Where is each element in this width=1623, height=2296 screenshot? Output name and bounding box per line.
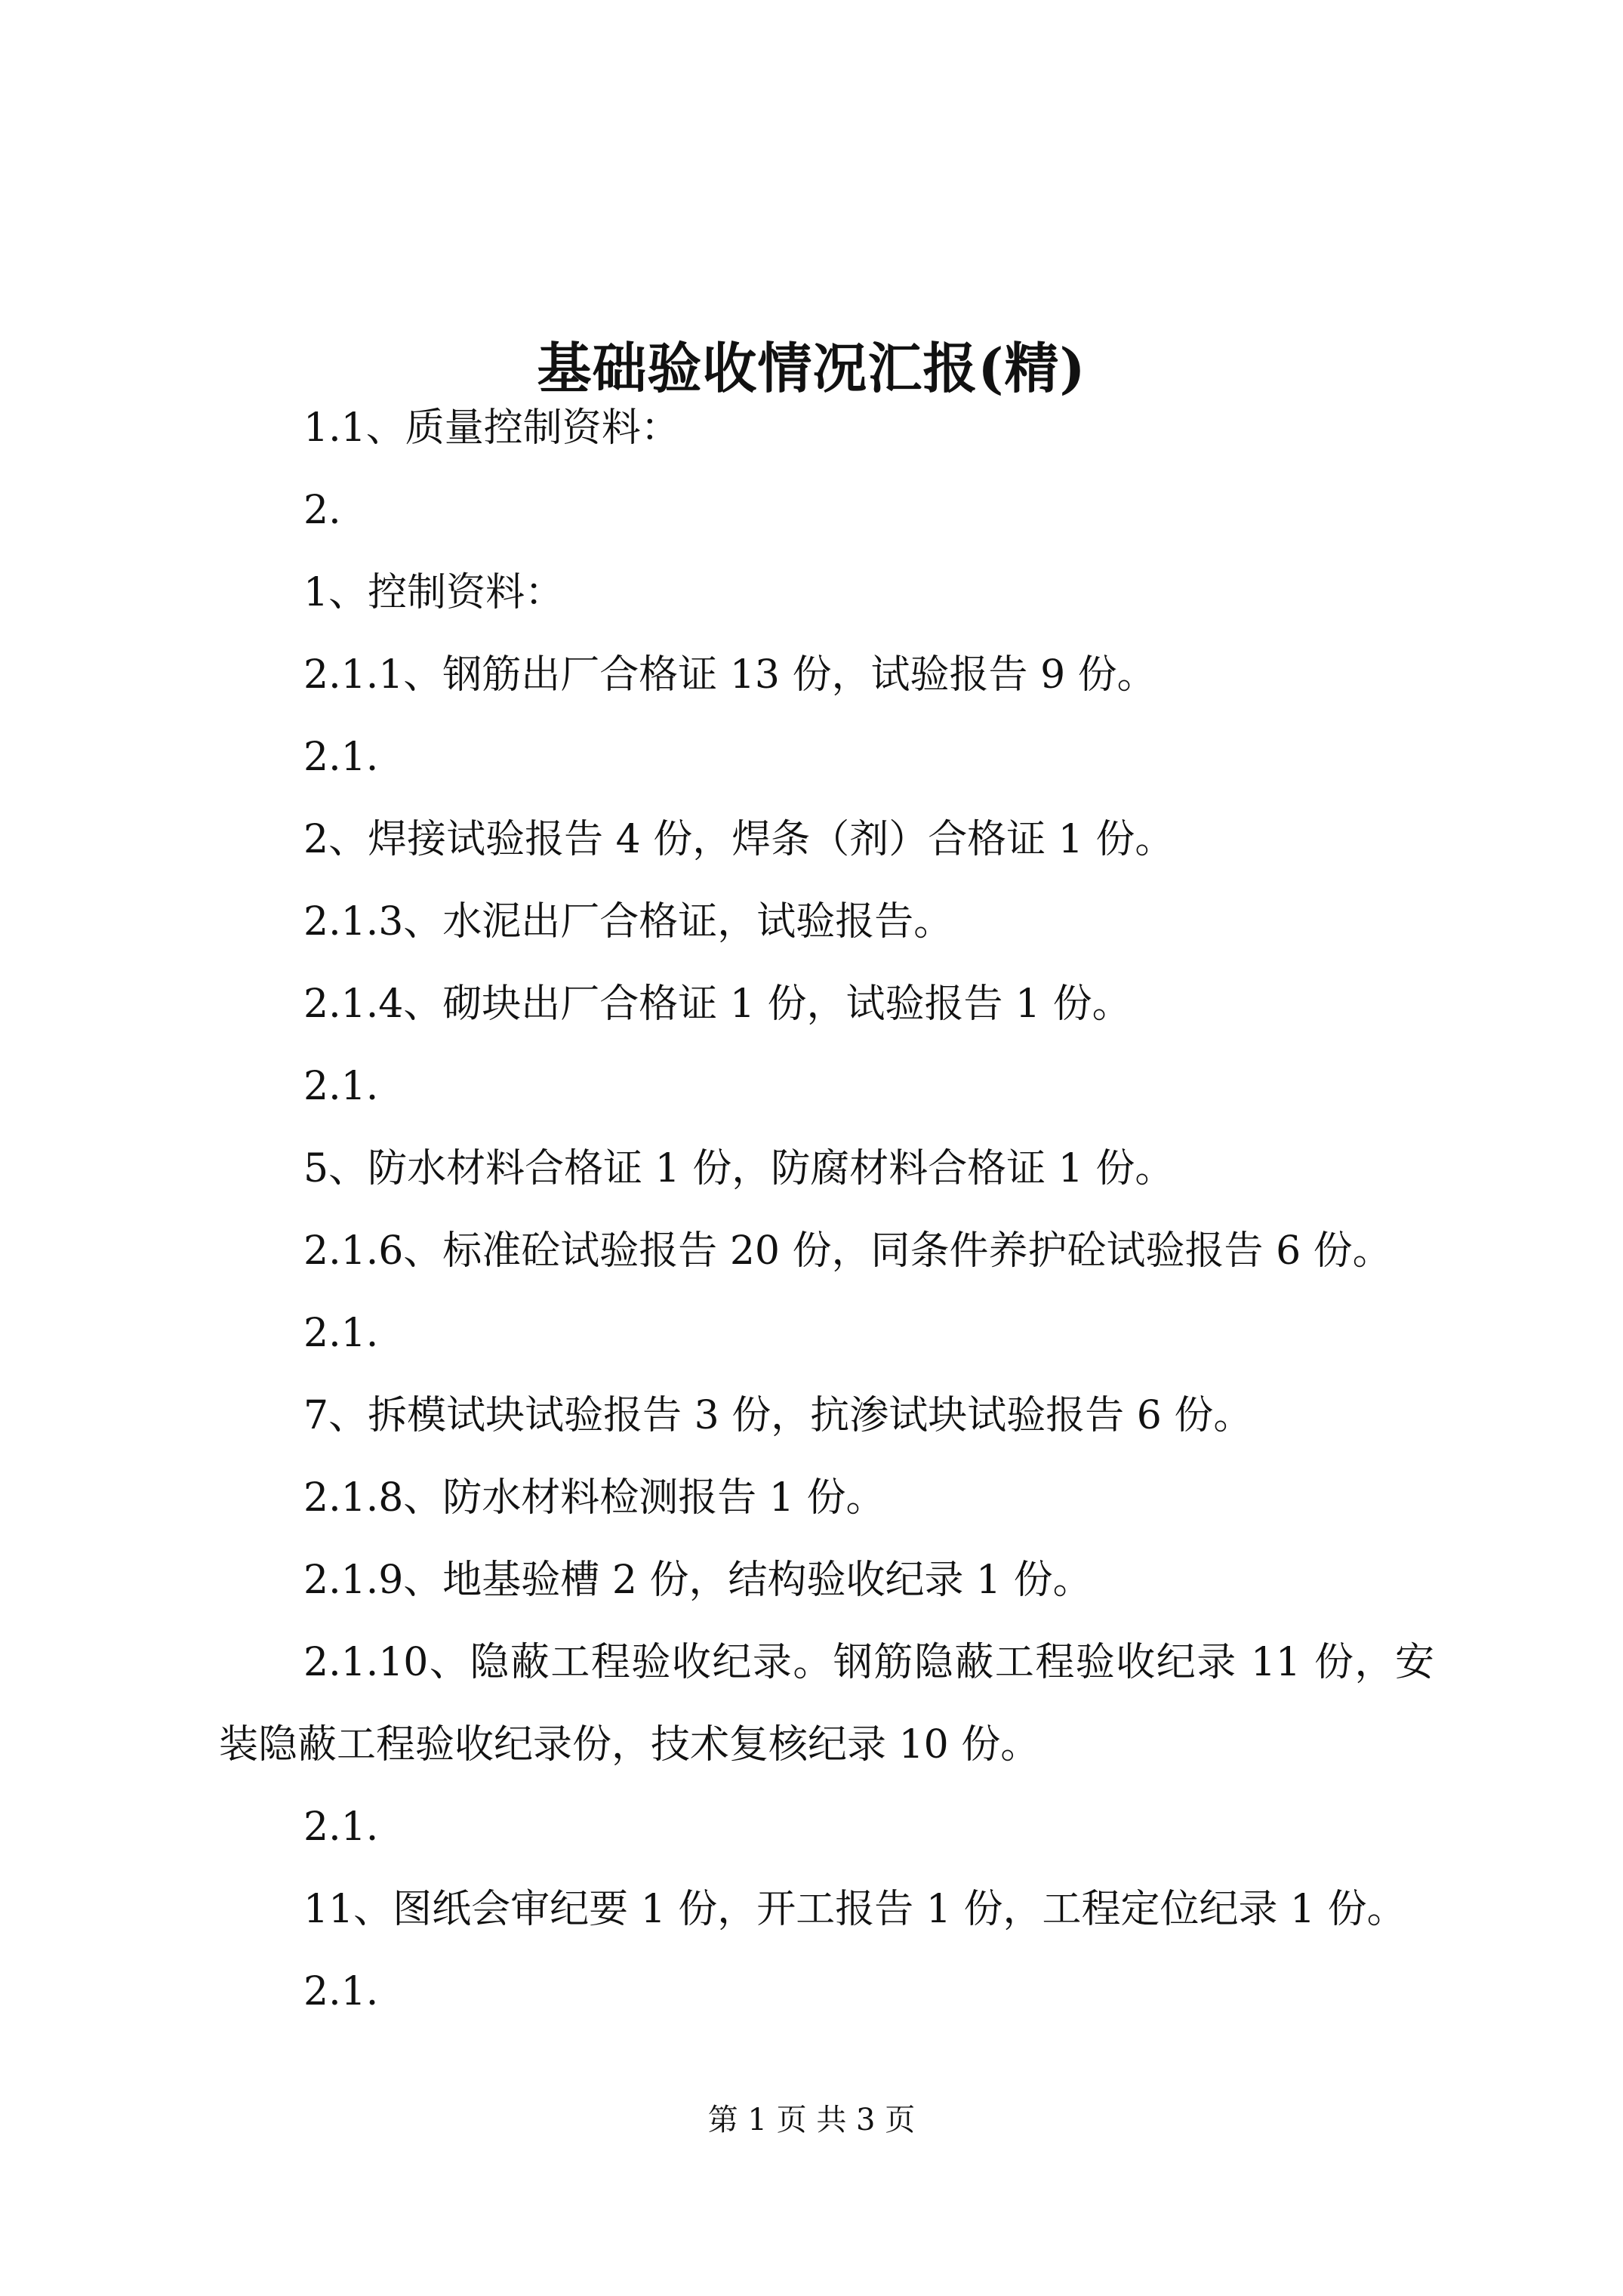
paragraph: 2.1.	[303, 1311, 379, 1356]
paragraph: 7、拆模试块试验报告 3 份，抗渗试块试验报告 6 份。	[303, 1393, 1253, 1438]
paragraph: 2.1.	[303, 735, 379, 780]
paragraph: 2.1.	[303, 1064, 379, 1109]
paragraph: 2.	[303, 488, 341, 533]
paragraph: 11、图纸会审纪要 1 份，开工报告 1 份，工程定位纪录 1 份。	[303, 1887, 1406, 1932]
paragraph: 2.1.9、地基验槽 2 份，结构验收纪录 1 份。	[303, 1558, 1092, 1603]
paragraph: 2.1.	[303, 1804, 379, 1850]
paragraph: 2.1.4、砌块出厂合格证 1 份，试验报告 1 份。	[303, 982, 1132, 1027]
paragraph: 2.1.	[303, 1969, 379, 2014]
paragraph: 2.1.8、防水材料检测报告 1 份。	[303, 1475, 885, 1521]
document-title: 基础验收情况汇报(精)	[537, 336, 1086, 401]
paragraph: 2、焊接试验报告 4 份，焊条（剂）合格证 1 份。	[303, 817, 1175, 862]
page-number: 第 1 页 共 3 页	[707, 2103, 916, 2137]
paragraph: 1.1、质量控制资料：	[303, 405, 680, 451]
paragraph: 2.1.1、钢筋出厂合格证 13 份，试验报告 9 份。	[303, 652, 1156, 698]
paragraph: 1、控制资料：	[303, 570, 565, 615]
paragraph: 2.1.10、隐蔽工程验收纪录。钢筋隐蔽工程验收纪录 11 份，安装隐蔽工程验收纪录份，技术复核纪录 10 份。	[219, 1640, 1434, 1767]
paragraph: 2.1.6、标准砼试验报告 20 份，同条件养护砼试验报告 6 份。	[303, 1228, 1392, 1274]
paragraph: 5、防水材料合格证 1 份，防腐材料合格证 1 份。	[303, 1146, 1175, 1191]
paragraph: 2.1.3、水泥出厂合格证，试验报告。	[303, 899, 953, 945]
document-body	[219, 387, 1434, 2033]
